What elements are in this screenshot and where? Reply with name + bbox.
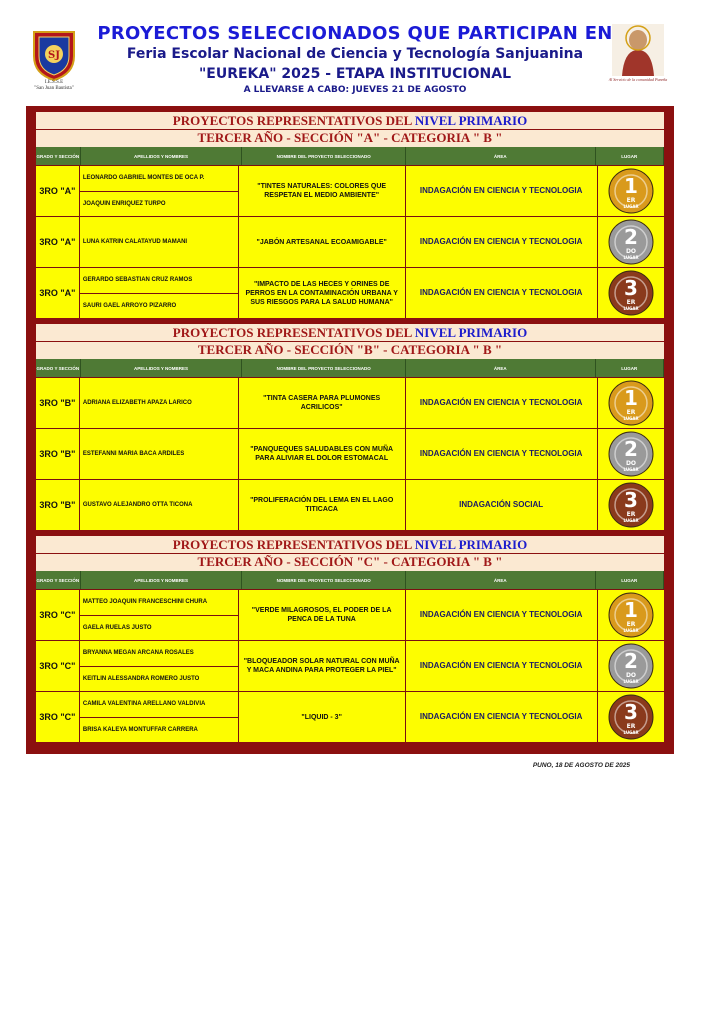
medal-sub: LUGAR: [623, 467, 639, 472]
names-cell: [80, 166, 239, 216]
project-cell: "TINTA CASERA PARA PLUMONES ACRILICOS": [239, 378, 406, 428]
names-cell: [80, 378, 239, 428]
grade-cell: 3RO "B": [36, 378, 80, 428]
area-cell: INDAGACIÓN EN CIENCIA Y TECNOLOGIA: [406, 641, 598, 691]
column-header-names: APELLIDOS Y NOMBRES: [81, 571, 243, 589]
logo-left-caption: I.E.S.S.E "San Juan Bautista": [34, 80, 74, 91]
section-2: [36, 324, 664, 530]
area-cell: INDAGACIÓN EN CIENCIA Y TECNOLOGIA: [406, 217, 598, 267]
project-cell: "PANQUEQUES SALUDABLES CON MUÑA PARA ALIVIAR EL DOLOR ESTOMACAL: [239, 429, 406, 479]
medal-text: ER: [626, 299, 636, 306]
medal-sub: LUGAR: [623, 255, 639, 260]
names-cell: [80, 217, 239, 267]
section-level-band: [36, 324, 664, 341]
section-subtitle: TERCER AÑO - SECCIÓN "A" - CATEGORIA " B ": [36, 129, 664, 147]
level-highlight: NIVEL PRIMARIO: [414, 537, 528, 552]
column-header-place: LUGAR: [596, 571, 664, 589]
level-highlight: NIVEL PRIMARIO: [414, 325, 528, 340]
place-cell: [598, 268, 664, 318]
medal-sub: LUGAR: [623, 730, 639, 735]
section-level-band: [36, 536, 664, 553]
column-header-place: LUGAR: [596, 359, 664, 377]
area-cell: INDAGACIÓN EN CIENCIA Y TECNOLOGIA: [406, 692, 598, 742]
column-header-project: NOMBRE DEL PROYECTO SELECCIONADO: [242, 359, 406, 377]
column-header-grade: GRADO Y SECCIÓN: [36, 571, 81, 589]
column-header-grade: GRADO Y SECCIÓN: [36, 147, 81, 165]
bronze-medal-icon: [608, 694, 654, 740]
medal-text: DO: [625, 460, 636, 467]
student-name: BRISA KALEYA MONTUFFAR CARRERA: [80, 717, 238, 743]
silver-medal-icon: [608, 431, 654, 477]
student-name: LEONARDO GABRIEL MONTES DE OCA P.: [82, 175, 205, 182]
names-cell: [80, 268, 239, 318]
school-crest-logo: [30, 28, 78, 82]
bronze-medal-icon: [608, 482, 654, 528]
project-cell: "PROLIFERACIÓN DEL LEMA EN EL LAGO TITICACA: [239, 480, 406, 530]
event-date: A LLEVARSE A CABO: JUEVES 21 DE AGOSTO: [243, 85, 467, 95]
gold-medal-icon: [608, 592, 654, 638]
medal-text: DO: [625, 248, 636, 255]
table-row: [36, 377, 664, 428]
silver-medal-icon: [608, 219, 654, 265]
medal-sub: LUGAR: [623, 628, 639, 633]
level-prefix: PROYECTOS REPRESENTATIVOS DEL: [172, 537, 415, 552]
table-row: [36, 267, 664, 318]
project-cell: "IMPACTO DE LAS HECES Y ORINES DE PERROS EN LA CONTAMINACIÓN URBANA Y SUS RIESGOS PARA LA SALUD HUMANA": [239, 268, 406, 318]
column-header-row: [36, 359, 664, 377]
results-frame: [26, 106, 674, 754]
table-row: [36, 165, 664, 216]
medal-num: 1: [623, 174, 638, 198]
silver-medal-icon: [608, 643, 654, 689]
student-name: MATTEO JOAQUIN FRANCESCHINI CHURA: [82, 599, 208, 606]
area-cell: INDAGACIÓN EN CIENCIA Y TECNOLOGIA: [406, 378, 598, 428]
student-name: GUSTAVO ALEJANDRO OTTA TICONA: [82, 502, 193, 508]
table-row: [36, 589, 664, 640]
table-row: [36, 428, 664, 479]
project-cell: "VERDE MILAGROSOS, EL PODER DE LA PENCA DE LA TUNA: [239, 590, 406, 640]
medal-sub: LUGAR: [623, 679, 639, 684]
place-cell: [598, 590, 664, 640]
medal-num: 2: [623, 437, 638, 461]
area-cell: INDAGACIÓN EN CIENCIA Y TECNOLOGIA: [406, 268, 598, 318]
column-header-area: ÁREA: [406, 571, 595, 589]
area-cell: INDAGACIÓN EN CIENCIA Y TECNOLOGIA: [406, 429, 598, 479]
column-header-row: [36, 147, 664, 165]
grade-cell: 3RO "A": [36, 166, 80, 216]
gold-medal-icon: [608, 168, 654, 214]
student-name: BRYANNA MEGAN ARCANA ROSALES: [82, 650, 194, 657]
place-cell: [598, 166, 664, 216]
svg-text:SJ: SJ: [48, 50, 60, 61]
level-prefix: PROYECTOS REPRESENTATIVOS DEL: [172, 325, 415, 340]
column-header-grade: GRADO Y SECCIÓN: [36, 359, 81, 377]
medal-text: DO: [625, 672, 636, 679]
grade-cell: 3RO "C": [36, 590, 80, 640]
section-1: [36, 112, 664, 318]
names-cell: [80, 429, 239, 479]
medal-text: ER: [626, 409, 636, 416]
column-header-area: ÁREA: [406, 147, 595, 165]
event-subtitle: "EUREKA" 2025 - ETAPA INSTITUCIONAL: [198, 66, 512, 82]
names-cell: [80, 590, 239, 640]
project-cell: "BLOQUEADOR SOLAR NATURAL CON MUÑA Y MACA ANDINA PARA PROTEGER LA PIEL": [239, 641, 406, 691]
table-row: [36, 640, 664, 691]
medal-num: 1: [623, 386, 638, 410]
section-subtitle: TERCER AÑO - SECCIÓN "C" - CATEGORIA " B ": [36, 553, 664, 571]
section-subtitle: TERCER AÑO - SECCIÓN "B" - CATEGORIA " B ": [36, 341, 664, 359]
medal-num: 3: [623, 700, 638, 724]
medal-sub: LUGAR: [623, 306, 639, 311]
grade-cell: 3RO "C": [36, 692, 80, 742]
table-row: [36, 479, 664, 530]
medal-sub: LUGAR: [623, 518, 639, 523]
place-cell: [598, 217, 664, 267]
medal-text: ER: [626, 511, 636, 518]
column-header-row: [36, 571, 664, 589]
grade-cell: 3RO "A": [36, 217, 80, 267]
event-title: Feria Escolar Nacional de Ciencia y Tecnología Sanjuanina: [126, 46, 584, 62]
place-cell: [598, 641, 664, 691]
project-cell: "TINTES NATURALES: COLORES QUE RESPETAN EL MEDIO AMBIENTE": [239, 166, 406, 216]
project-cell: "LIQUID - 3": [239, 692, 406, 742]
student-name: SAURI GAEL ARROYO PIZARRO: [80, 293, 238, 319]
names-cell: [80, 692, 239, 742]
gold-medal-icon: [608, 380, 654, 426]
place-cell: [598, 480, 664, 530]
column-header-place: LUGAR: [596, 147, 664, 165]
student-name: JOAQUIN ENRIQUEZ TURPO: [80, 191, 238, 217]
area-cell: INDAGACIÓN EN CIENCIA Y TECNOLOGIA: [406, 590, 598, 640]
footer-date: PUNO, 18 DE AGOSTO DE 2025: [532, 762, 630, 769]
place-cell: [598, 378, 664, 428]
medal-text: ER: [626, 723, 636, 730]
student-name: LUNA KATRIN CALATAYUD MAMANI: [82, 239, 188, 245]
page-title: PROYECTOS SELECCIONADOS QUE PARTICIPAN EN: [97, 23, 613, 44]
names-cell: [80, 480, 239, 530]
student-name: CAMILA VALENTINA ARELLANO VALDIVIA: [82, 701, 206, 708]
medal-sub: LUGAR: [623, 204, 639, 209]
grade-cell: 3RO "C": [36, 641, 80, 691]
column-header-project: NOMBRE DEL PROYECTO SELECCIONADO: [242, 147, 406, 165]
medal-num: 2: [623, 225, 638, 249]
section-3: [36, 536, 664, 742]
area-cell: INDAGACIÓN EN CIENCIA Y TECNOLOGIA: [406, 166, 598, 216]
medal-num: 1: [623, 598, 638, 622]
document-header: [0, 0, 724, 110]
section-level-band: [36, 112, 664, 129]
grade-cell: 3RO "B": [36, 429, 80, 479]
medal-text: ER: [626, 197, 636, 204]
names-cell: [80, 641, 239, 691]
student-name: GERARDO SEBASTIAN CRUZ RAMOS: [82, 277, 193, 284]
student-name: ADRIANA ELIZABETH APAZA LARICO: [82, 400, 192, 406]
medal-sub: LUGAR: [623, 416, 639, 421]
level-prefix: PROYECTOS REPRESENTATIVOS DEL: [172, 113, 415, 128]
column-header-names: APELLIDOS Y NOMBRES: [81, 359, 243, 377]
grade-cell: 3RO "B": [36, 480, 80, 530]
medal-num: 2: [623, 649, 638, 673]
column-header-project: NOMBRE DEL PROYECTO SELECCIONADO: [242, 571, 406, 589]
logo-right-caption: Al Servicio de la comunidad Puneña: [608, 77, 668, 82]
column-header-names: APELLIDOS Y NOMBRES: [81, 147, 243, 165]
area-cell: INDAGACIÓN SOCIAL: [406, 480, 598, 530]
student-name: GAELA RUELAS JUSTO: [80, 615, 238, 641]
medal-text: ER: [626, 621, 636, 628]
medal-num: 3: [623, 488, 638, 512]
student-name: KEITLIN ALESSANDRA ROMERO JUSTO: [80, 666, 238, 692]
place-cell: [598, 429, 664, 479]
bronze-medal-icon: [608, 270, 654, 316]
project-cell: "JABÓN ARTESANAL ECOAMIGABLE": [239, 217, 406, 267]
level-highlight: NIVEL PRIMARIO: [414, 113, 528, 128]
place-cell: [598, 692, 664, 742]
student-name: ESTEFANNI MARIA BACA ARDILES: [82, 451, 185, 457]
column-header-area: ÁREA: [406, 359, 595, 377]
grade-cell: 3RO "A": [36, 268, 80, 318]
table-row: [36, 691, 664, 742]
medal-num: 3: [623, 276, 638, 300]
table-row: [36, 216, 664, 267]
